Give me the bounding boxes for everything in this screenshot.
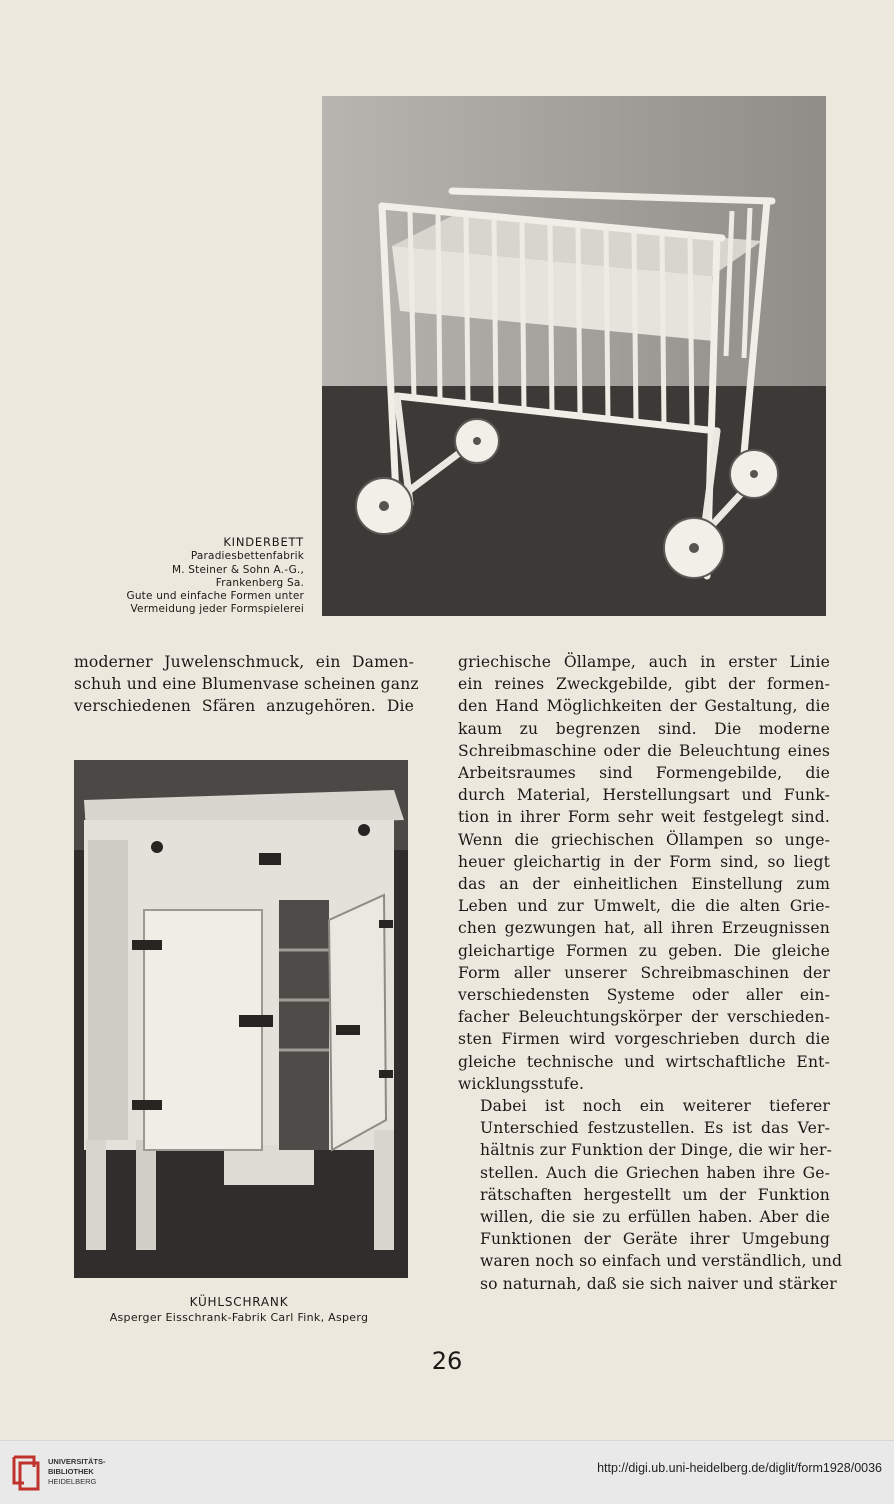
text-line: das an der einheitlichen Einstellung zum (458, 875, 830, 894)
text-line: griechische Öllampe, auch in erster Linie (458, 653, 830, 671)
text-line: stellen. Auch die Griechen haben ihre Ge- (480, 1163, 830, 1182)
crib-caption-title: KINDERBETT (223, 535, 304, 549)
crib-caption-line: M. Steiner & Sohn A.-G., (171, 563, 304, 576)
crib-caption-line: Gute und einfache Formen unter (126, 590, 304, 603)
text-line: den Hand Möglichkeiten der Gestaltung, die (458, 697, 830, 716)
source-url-link[interactable]: http://digi.ub.uni-heidelberg.de/diglit/form1928/0036 (597, 1461, 882, 1475)
text-line: so naturnah, daß sie sich naiver und stärker (480, 1274, 837, 1293)
text-line: ein reines Zweckgebilde, gibt der formen- (458, 675, 830, 694)
text-line: gleichartige Formen zu geben. Die gleiche (458, 941, 830, 960)
text-line: moderner Juwelenschmuck, ein Damen- (74, 653, 414, 671)
icebox-caption-line: Asperger Eisschrank-Fabrik Carl Fink, Asperg (109, 1311, 369, 1324)
text-line: rätschaften hergestellt um der Funktion (480, 1185, 830, 1204)
text-line: Form aller unserer Schreibmaschinen der (458, 963, 830, 982)
icebox-caption (64, 1294, 414, 1326)
crib-caption-line: Frankenberg Sa. (215, 576, 304, 589)
icebox-photo (74, 760, 408, 1278)
text-line: durch Material, Herstellungsart und Funk- (458, 786, 830, 805)
text-line: sten Firmen wird vorgeschrieben durch die (458, 1030, 830, 1049)
right-column-text (458, 651, 843, 1295)
text-line: Dabei ist noch ein weiterer tieferer (480, 1097, 830, 1116)
text-line: waren noch so einfach und verständlich, und (480, 1252, 843, 1271)
text-line: chen gezwungen hat, all ihren Erzeugnissen (458, 919, 830, 938)
text-line: Unterschied festzustellen. Es ist das Ver- (480, 1119, 830, 1138)
text-line: gleiche technische und wirtschaftliche Ent- (458, 1052, 830, 1071)
library-logo[interactable] (8, 1451, 118, 1495)
paragraph (458, 1095, 843, 1295)
crib-photo (322, 96, 826, 616)
text-line: Schreibmaschine oder die Beleuchtung eines (458, 741, 830, 760)
text-line: Arbeitsraumes sind Formengebilde, die (458, 764, 830, 783)
text-line: hältnis zur Funktion der Dinge, die wir her- (480, 1141, 833, 1160)
text-line: wicklungsstufe. (458, 1074, 585, 1093)
logo-line: HEIDELBERG (48, 1477, 97, 1486)
crib-caption-line: Vermeidung jeder Formspielerei (130, 603, 304, 616)
logo-line: UNIVERSITÄTS- (48, 1457, 106, 1466)
crib-caption (40, 536, 304, 617)
page-number: 26 (431, 1347, 463, 1375)
library-logo-text (48, 1457, 106, 1487)
library-logo-icon (8, 1453, 44, 1493)
text-line: Funktionen der Geräte ihrer Umgebung (480, 1230, 830, 1249)
text-line: tion in ihrer Form sehr weit festgelegt sind. (458, 808, 830, 827)
text-line: schuh und eine Blumenvase scheinen ganz (74, 675, 419, 694)
footer-bar (0, 1440, 894, 1504)
crib-caption-line: Paradiesbettenfabrik (190, 550, 304, 563)
text-line: verschiedensten Systeme oder aller ein- (458, 986, 830, 1005)
left-column-text (74, 651, 419, 718)
text-line: verschiedenen Sfären anzugehören. Die (74, 697, 414, 716)
logo-line: BIBLIOTHEK (48, 1467, 94, 1476)
text-line: Wenn die griechischen Öllampen so unge- (458, 830, 830, 849)
text-line: kaum zu begrenzen sind. Die moderne (458, 719, 830, 738)
icebox-caption-title: KÜHLSCHRANK (189, 1295, 289, 1309)
paragraph (458, 651, 830, 1095)
text-line: facher Beleuchtungskörper der verschieden- (458, 1008, 830, 1027)
text-line: Leben und zur Umwelt, die die alten Grie- (458, 897, 830, 916)
text-line: willen, die sie zu erfüllen haben. Aber die (480, 1208, 830, 1227)
text-line: heuer gleichartig in der Form sind, so liegt (458, 852, 830, 871)
